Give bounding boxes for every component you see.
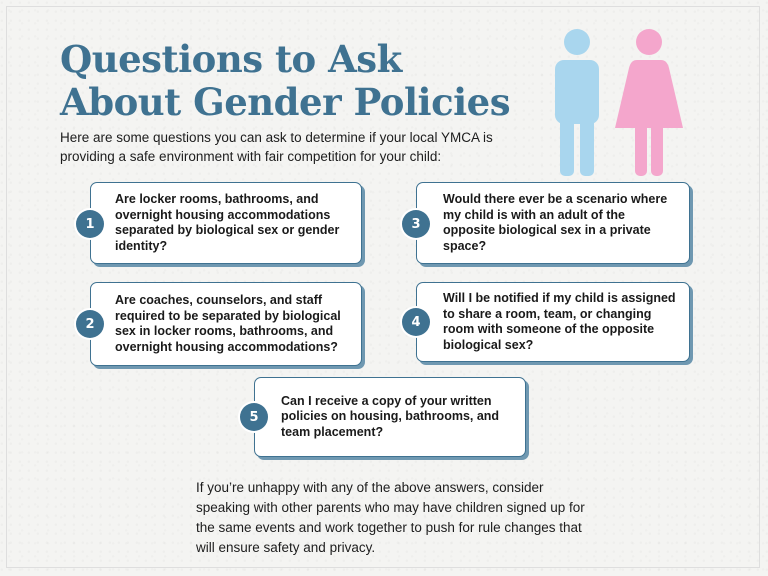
question-text-3: Would there ever be a scenario where my child is with an adult of the opposite biological sex in a private space? [443, 192, 668, 253]
question-card-1 [90, 182, 362, 264]
male-figure-icon [555, 29, 599, 176]
question-text-2: Are coaches, counselors, and staff required to be separated by biological sex in locker rooms, bathrooms, and overnight housing accommodations? [115, 293, 341, 354]
question-text-5: Can I receive a copy of your written policies on housing, bathrooms, and team placement? [281, 393, 500, 439]
question-number-badge-2: 2 [76, 310, 104, 338]
closing-text: If you’re unhappy with any of the above answers, consider speaking with other parents who may have children signed up for the same events and work together to push for rule changes that will ensure safety and privacy. [196, 480, 585, 555]
question-number-badge-4: 4 [402, 308, 430, 336]
gender-figures-icon [545, 22, 695, 182]
question-number-badge-3: 3 [402, 210, 430, 238]
page-title: Questions to Ask About Gender Policies [60, 37, 511, 124]
question-text-1: Are locker rooms, bathrooms, and overnight housing accommodations separated by biological sex or gender identity? [115, 192, 340, 253]
question-card-3 [416, 182, 690, 264]
question-card-5 [254, 377, 526, 457]
question-card-4 [416, 282, 690, 362]
question-number-badge-5: 5 [240, 403, 268, 431]
question-card-2 [90, 282, 362, 366]
female-figure-icon [615, 29, 683, 176]
intro-text: Here are some questions you can ask to determine if your local YMCA is providing a safe environment with fair competition for your child: [60, 130, 493, 164]
question-number-badge-1: 1 [76, 210, 104, 238]
question-text-4: Will I be notified if my child is assigned to share a room, team, or changing room with someone of the opposite biological sex? [443, 291, 676, 352]
